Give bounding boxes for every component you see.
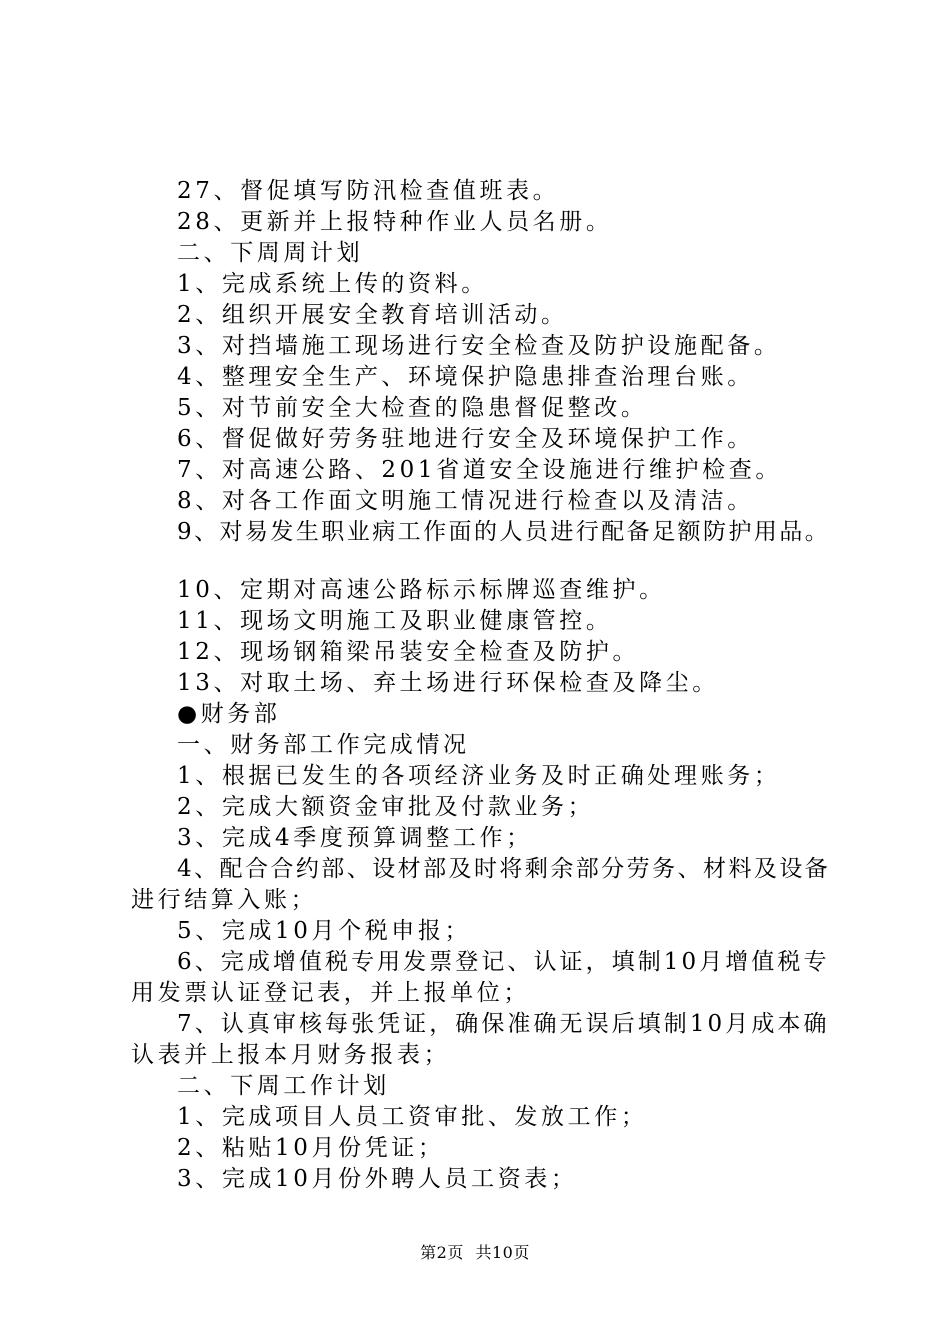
text-line: 8、对各工作面文明施工情况进行检查以及清洁。	[177, 488, 754, 514]
text-line: 6、完成增值税专用发票登记、认证，填制10月增值税专	[177, 949, 830, 975]
text-line: 6、督促做好劳务驻地进行安全及环境保护工作。	[177, 426, 754, 452]
text-line: 4、配合合约部、设材部及时将剩余部分劳务、材料及设备	[177, 856, 831, 882]
text-line: 2、组织开展安全教育培训活动。	[177, 302, 568, 328]
text-line: 进行结算入账；	[131, 887, 318, 913]
text-line: 认表并上报本月财务报表；	[131, 1042, 451, 1068]
page-footer	[0, 1242, 950, 1264]
section-heading: 二、下周工作计划	[177, 1073, 390, 1099]
text-line: 27、督促填写防汛检查值班表。	[177, 178, 560, 204]
text-line: 1、根据已发生的各项经济业务及时正确处理账务；	[177, 763, 781, 789]
text-line: 11、现场文明施工及职业健康管控。	[177, 608, 613, 634]
department-heading: ●财务部	[177, 701, 281, 727]
text-line: 28、更新并上报特种作业人员名册。	[177, 209, 613, 235]
text-line: 12、现场钢箱梁吊装安全检查及防护。	[177, 639, 640, 665]
text-line: 2、完成大额资金审批及付款业务；	[177, 794, 595, 820]
text-line: 5、完成10月个税申报；	[177, 918, 472, 944]
section-heading: 一、财务部工作完成情况	[177, 732, 470, 758]
text-line: 7、认真审核每张凭证，确保准确无误后填制10月成本确	[177, 1011, 830, 1037]
text-line: 3、对挡墙施工现场进行安全检查及防护设施配备。	[177, 333, 781, 359]
page-number: 第2页	[420, 1243, 464, 1262]
text-line: 1、完成系统上传的资料。	[177, 271, 488, 297]
section-heading: 二、下周周计划	[177, 240, 364, 266]
text-line: 4、整理安全生产、环境保护隐患排查治理台账。	[177, 364, 754, 390]
text-line: 2、粘贴10月份凭证；	[177, 1135, 445, 1161]
text-line: 5、对节前安全大检查的隐患督促整改。	[177, 395, 648, 421]
text-line: 9、对易发生职业病工作面的人员进行配备足额防护用品。	[177, 519, 831, 545]
text-line: 3、完成4季度预算调整工作；	[177, 825, 533, 851]
text-line: 用发票认证登记表，并上报单位；	[131, 980, 530, 1006]
text-line: 7、对高速公路、201省道安全设施进行维护检查。	[177, 457, 782, 483]
page-total: 共10页	[475, 1243, 530, 1262]
text-line: 3、完成10月份外聘人员工资表；	[177, 1166, 578, 1192]
text-line: 10、定期对高速公路标示标牌巡查维护。	[177, 577, 666, 603]
text-line: 1、完成项目人员工资审批、发放工作；	[177, 1104, 648, 1130]
text-line: 13、对取土场、弃土场进行环保检查及降尘。	[177, 670, 719, 696]
